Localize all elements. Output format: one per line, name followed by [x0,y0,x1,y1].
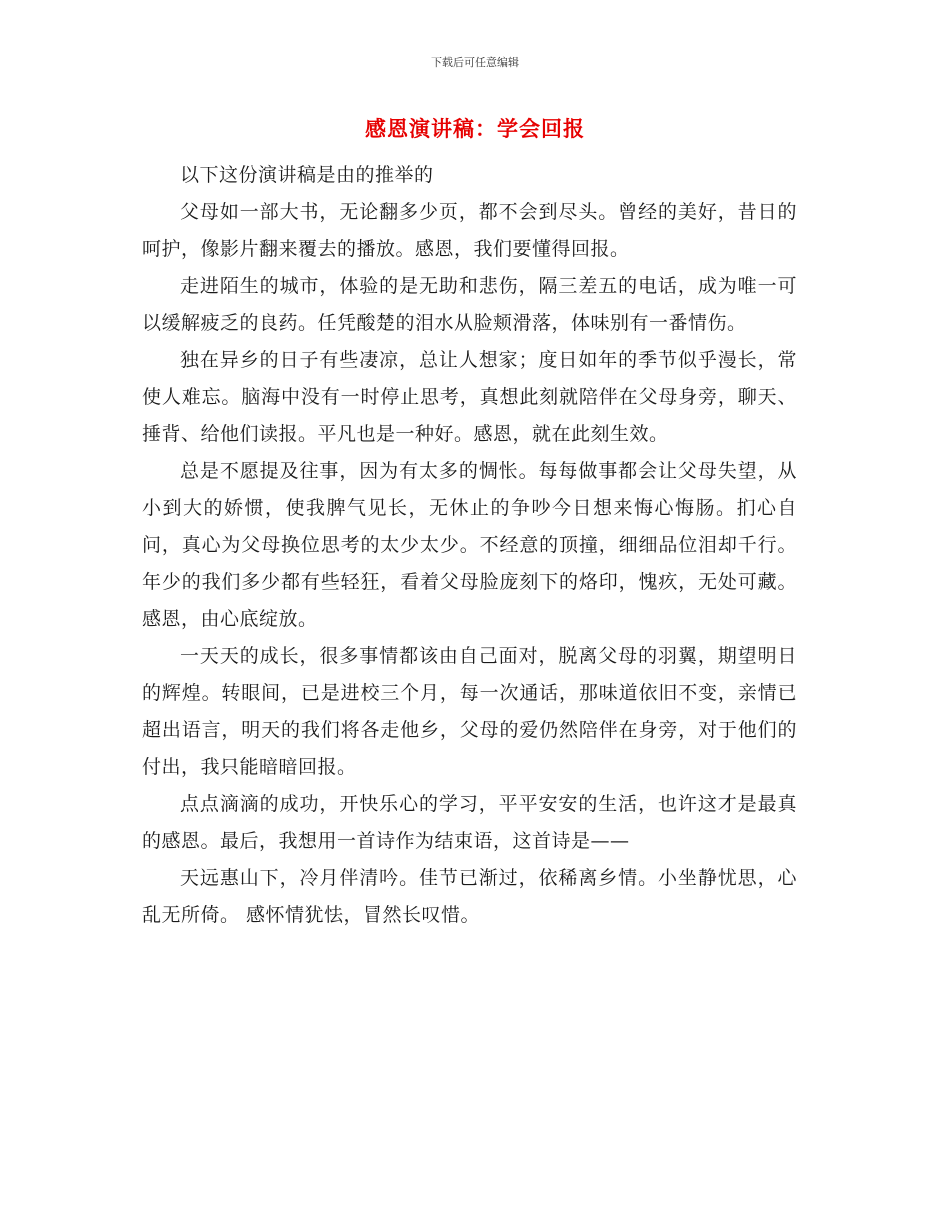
document-body [142,157,797,934]
paragraph: 一天天的成长，很多事情都该由自己面对，脱离父母的羽翼，期望明日的辉煌。转眼间，已是进校三个月，每一次通话，那味道依旧不变，亲情已超出语言，明天的我们将各走他乡，父母的爱仍然陪伴在身旁，对于他们的付出，我只能暗暗回报。 [142,645,797,778]
paragraph-intro: 以下这份演讲稿是由的推举的 [180,164,434,186]
paragraph: 总是不愿提及往事，因为有太多的惆怅。每每做事都会让父母失望，从小到大的娇惯，使我脾气见长，无休止的争吵今日想来悔心悔肠。扪心自问，真心为父母换位思考的太少太少。不经意的顶撞，细细品位泪却千行。年少的我们多少都有些轻狂，看着父母脸庞刻下的烙印，愧疚，无处可藏。感恩，由心底绽放。 [142,460,797,630]
paragraph-poem: 天远惠山下，冷月伴清吟。佳节已渐过，依稀离乡情。小坐静忧思，心乱无所倚。 感怀情犹怯，冒然长叹惜。 [142,867,797,926]
header-note: 下载后可任意编辑 [431,56,519,69]
paragraph: 父母如一部大书，无论翻多少页，都不会到尽头。曾经的美好，昔日的呵护，像影片翻来覆去的播放。感恩，我们要懂得回报。 [142,201,797,260]
paragraph: 走进陌生的城市，体验的是无助和悲伤，隔三差五的电话，成为唯一可以缓解疲乏的良药。任凭酸楚的泪水从脸颊滑落，体味别有一番情伤。 [142,275,797,334]
paragraph: 独在异乡的日子有些凄凉，总让人想家；度日如年的季节似乎漫长，常使人难忘。脑海中没有一时停止思考，真想此刻就陪伴在父母身旁，聊天、捶背、给他们读报。平凡也是一种好。感恩，就在此刻生效。 [142,349,797,445]
document-title: 感恩演讲稿：学会回报 [365,117,585,141]
paragraph: 点点滴滴的成功，开快乐心的学习，平平安安的生活，也许这才是最真的感恩。最后，我想用一首诗作为结束语，这首诗是—— [142,793,797,852]
